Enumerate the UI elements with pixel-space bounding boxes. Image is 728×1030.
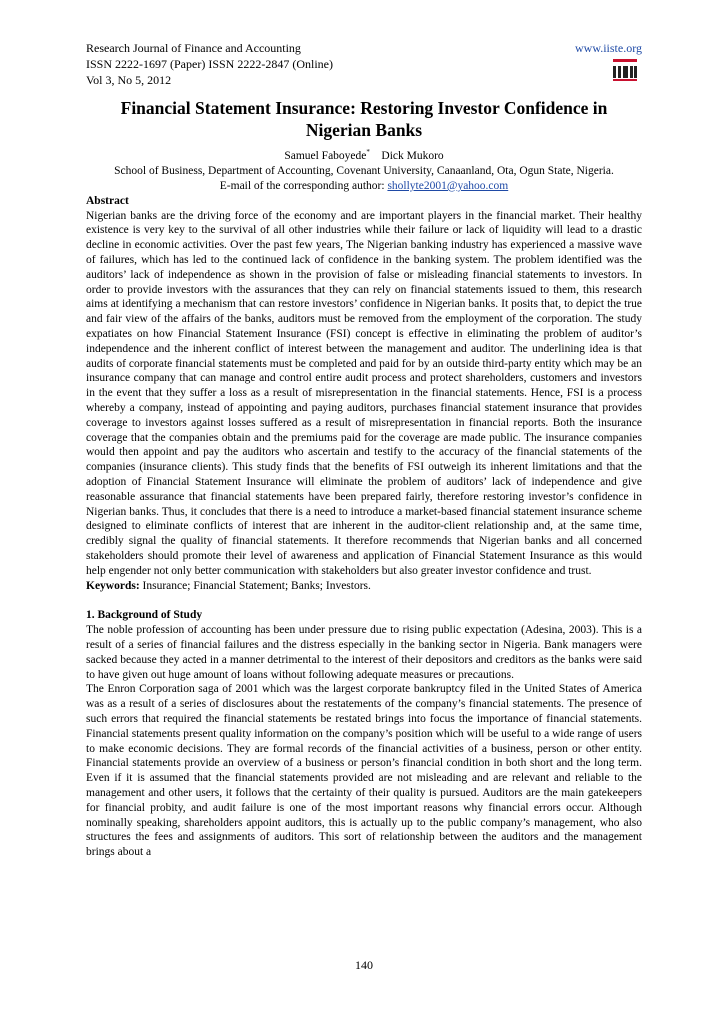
keywords-label: Keywords: xyxy=(86,579,140,592)
journal-issn: ISSN 2222-1697 (Paper) ISSN 2222-2847 (Online) xyxy=(86,57,333,71)
abstract-heading: Abstract xyxy=(86,194,129,207)
page-body xyxy=(86,40,642,860)
keywords-line xyxy=(86,579,642,594)
corresponding-author-mark: * xyxy=(366,148,370,156)
affiliation: School of Business, Department of Accounting, Covenant University, Canaanland, Ota, Ogun State, Nigeria. xyxy=(114,164,614,177)
email-label: E-mail of the corresponding author: xyxy=(219,179,388,192)
author-line xyxy=(86,145,642,164)
email-link[interactable]: shollyte2001@yahoo.com xyxy=(387,179,509,192)
author-1: Samuel Faboyede xyxy=(284,149,367,162)
keywords-text: Insurance; Financial Statement; Banks; Investors. xyxy=(139,579,371,592)
page-number: 140 xyxy=(355,958,373,972)
journal-header xyxy=(86,40,642,88)
abstract-text: Nigerian banks are the driving force of the economy and are important players in the financial market. Their healthy existence is very key to the survival of all other industries while their failure or lack of liquidity will lead to a drastic decline in economic activities. Over the past few years, The Nigerian banking industry has experienced a massive wave of failures, which has led to the continued lack of confidence in the banking system. The problem identified was the auditors’ lack of independence as shown in the provision of false or misleading financial statements to investors. In order to provide investors with the assurances that they can rely on financial statements issued to them, this research aims at identifying a mechanism that can restore investors’ confidence in Nigerian banks. It posits that, to depict the true and fair view of the affairs of the banks, auditors must be removed from the employment of the corporation. The study expatiates on how Financial Statement Insurance (FSI) concept is effective in eliminating the problem of auditor’s independence and the inherent conflict of interest between the management and auditor. The underlining idea is that audits of corporate financial statements must be completed and paid for by an outside third-party entity which may be an insurance company that can manage and control entire audit process and protect shareholders, customers and investors in the event that they suffer a loss as a result of misrepresentation in the financial statements. Hence, FSI is a process whereby a company, instead of appointing and paying auditors, purchases financial statement insurance that provides coverage to investors against losses suffered as a result of misrepresentation in financial reports. Both the insurance coverage that the companies obtain and the premiums paid for the coverage are made public. The insurance companies would then appoint and pay the auditors who ascertain and testify to the accuracy of the financial statements of the companies (insurance clients). This study finds that the benefits of FSI outweigh its inherent limitations and that the adoption of Financial Statement Insurance will eliminate the problem of auditors’ lack of independence and give reasonable assurance that financial statements have been prepared fairly, therefore restoring investor’s confidence in Nigerian banks. Thus, it concludes that there is a need to introduce a market-based financial statement insurance scheme designed to eliminate conflicts of interest that are inherent in the auditor-client relationship and, at the same time, credibly signal the quality of financial statements. It therefore recommends that Nigerian banks and all concerned stakeholders should promote their level of awareness and application of Financial Statement Insurance as this would help engender not only better communication with stakeholders but also greater investor confidence and trust. xyxy=(86,209,642,577)
journal-url-link[interactable]: www.iiste.org xyxy=(575,41,642,55)
author-2: Dick Mukoro xyxy=(381,149,444,162)
iiste-logo-icon xyxy=(612,57,638,87)
body-paragraph-1: The noble profession of accounting has been under pressure due to rising public expectation (Adesina, 2003). This is a result of a series of financial failures and the distress especially in the banking sector in Nigeria. Bank managers were sacked because they acted in a manner detrimental to the interest of their depositors and creditors as the banks were said to have given out huge amount of loans without following adequate measures or precautions. xyxy=(86,624,642,681)
body-paragraph-2: The Enron Corporation saga of 2001 which was the largest corporate bankruptcy filed in the United States of America was as a result of a series of disclosures about the restatements of the company’s financial statements. The presence of such errors that required the financial statements be restated brings into focus the importance of financial statements. Financial statements present quality information on the company’s position which will be useful to a wide range of users to make economic decisions. They are formal records of the financial activities of a business, person or other entity. Financial statements provide an overview of a business or person’s financial condition in both short and the long term. Even if it is assumed that the financial statements provided are not misleading and are relevant and reliable to the management and other users, it follows that the certainty of their quality is pursued. Auditors are the main gatekeepers for financial probity, and audit failure is one of the most important reasons why financial errors occur. Although nominally speaking, shareholders appoint auditors, this is actually up to the public company’s management, who also structures the fees and assignments of auditors. This sort of relationship between the auditors and the management brings about a xyxy=(86,683,642,859)
paper-title: Financial Statement Insurance: Restoring Investor Confidence in Nigerian Banks xyxy=(120,98,608,140)
email-line xyxy=(86,179,642,194)
journal-volume: Vol 3, No 5, 2012 xyxy=(86,73,172,87)
journal-name: Research Journal of Finance and Accounting xyxy=(86,41,301,55)
section-heading: 1. Background of Study xyxy=(86,609,203,622)
